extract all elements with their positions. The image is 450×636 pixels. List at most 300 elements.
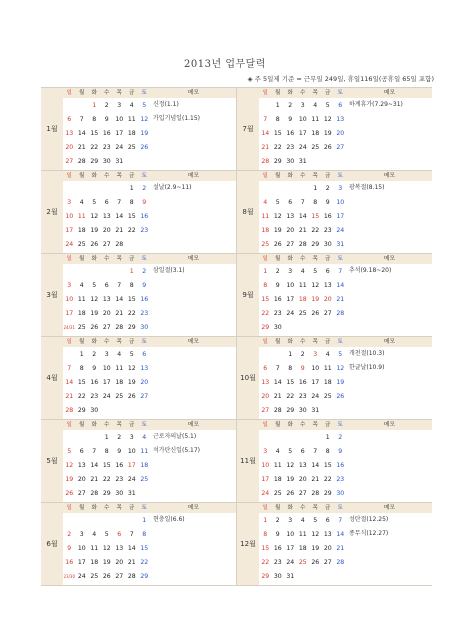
day-cell: 28	[127, 572, 136, 580]
day-cell: 27	[102, 240, 111, 248]
day-cell: 2	[67, 530, 72, 538]
weekday-label: 화	[287, 339, 293, 345]
day-cell: 2	[104, 101, 109, 109]
day-cell: 22	[90, 143, 99, 151]
day-cell: 24	[115, 143, 124, 151]
day-cell: 30	[323, 240, 332, 248]
day-cell: 25	[90, 572, 99, 580]
day-cell: 6	[288, 198, 293, 206]
day-cell: 19	[273, 226, 282, 234]
day-cell: 31	[127, 489, 136, 497]
day-cell: 3	[288, 516, 293, 524]
day-cell: 4	[263, 198, 268, 206]
month-label: 2월	[41, 171, 63, 253]
day-cell: 28	[115, 323, 124, 331]
day-cell: 16	[102, 129, 111, 137]
day-cell: 30	[115, 489, 124, 497]
memo-line	[151, 569, 236, 583]
weekday-label: 목	[116, 422, 122, 428]
day-cell: 20	[336, 129, 345, 137]
month-row	[41, 502, 432, 586]
memo-line	[151, 292, 236, 306]
day-cell: 24	[298, 143, 307, 151]
week-row	[63, 347, 151, 361]
month-block	[236, 503, 432, 585]
weekday-label: 화	[287, 90, 293, 96]
weekday-header	[63, 420, 151, 430]
day-cell: 27	[298, 489, 307, 497]
week-row	[259, 237, 347, 251]
memo-line	[347, 140, 432, 154]
day-cell: 7	[117, 198, 122, 206]
weekday-label: 화	[91, 339, 97, 345]
weekday-label: 토	[337, 90, 343, 96]
weekday-label: 금	[325, 173, 331, 179]
month-block	[236, 254, 432, 336]
day-cell: 26	[336, 392, 345, 400]
memo-header: 메모	[347, 171, 432, 181]
memo-header: 메모	[151, 337, 236, 347]
day-cell: 6	[300, 447, 305, 455]
day-cell: 26	[273, 240, 282, 248]
week-row	[259, 347, 347, 361]
weekday-label: 수	[300, 256, 306, 262]
day-cell: 13	[323, 281, 332, 289]
day-cell: 13	[115, 544, 124, 552]
weekday-label: 월	[79, 422, 85, 428]
day-cell: 27	[323, 309, 332, 317]
day-cell: 29	[77, 406, 86, 414]
month-calendar	[259, 503, 347, 585]
day-cell: 29	[261, 572, 270, 580]
weekday-label: 월	[275, 505, 281, 511]
memo-line	[151, 320, 236, 334]
week-row	[259, 223, 347, 237]
day-cell: 1	[263, 267, 268, 275]
month-block	[236, 337, 432, 419]
day-cell: 26	[90, 240, 99, 248]
week-row	[259, 195, 347, 209]
weekday-label: 수	[104, 90, 110, 96]
weekday-label: 목	[116, 505, 122, 511]
month-row	[41, 253, 432, 336]
day-cell: 12	[311, 281, 320, 289]
weekday-label: 금	[325, 339, 331, 345]
day-cell: 20	[298, 475, 307, 483]
day-cell: 24	[261, 489, 270, 497]
day-cell: 28	[311, 489, 320, 497]
weekday-label: 월	[79, 90, 85, 96]
weekday-label: 일	[262, 173, 268, 179]
day-cell: 14	[261, 129, 270, 137]
day-cell: 1	[129, 267, 134, 275]
day-cell: 3	[313, 350, 318, 358]
day-cell: 6	[142, 350, 147, 358]
day-cell: 20	[77, 475, 86, 483]
week-row	[259, 458, 347, 472]
week-row	[63, 140, 151, 154]
day-cell: 26	[323, 143, 332, 151]
day-cell: 12	[286, 461, 295, 469]
day-cell: 9	[67, 544, 72, 552]
month-calendar	[259, 171, 347, 253]
day-cell: 30	[273, 323, 282, 331]
day-cell: 19	[140, 129, 149, 137]
day-cell: 21	[273, 392, 282, 400]
day-cell: 23	[102, 143, 111, 151]
weekday-label: 토	[337, 173, 343, 179]
week-row	[63, 527, 151, 541]
weekday-label: 수	[104, 505, 110, 511]
day-cell: 9	[142, 198, 147, 206]
month-calendar	[63, 503, 151, 585]
weekday-label: 토	[337, 339, 343, 345]
month-row	[41, 170, 432, 253]
day-cell: 24/31	[63, 324, 76, 330]
weekday-label: 월	[275, 422, 281, 428]
week-row	[259, 375, 347, 389]
weekday-label: 월	[79, 173, 85, 179]
day-cell: 18	[90, 558, 99, 566]
memo-header: 메모	[151, 254, 236, 264]
day-cell: 12	[90, 212, 99, 220]
weekday-label: 일	[66, 505, 72, 511]
weekday-label: 토	[141, 173, 147, 179]
day-cell: 6	[325, 267, 330, 275]
day-cell: 9	[142, 281, 147, 289]
day-cell: 1	[313, 184, 318, 192]
day-cell: 20	[286, 226, 295, 234]
day-cell: 20	[115, 558, 124, 566]
month-row	[41, 336, 432, 419]
day-cell: 23	[273, 558, 282, 566]
day-cell: 10	[65, 212, 74, 220]
memo-line: 가입기념일(1.15)	[153, 115, 201, 122]
memo-line: 현충일(6.6)	[153, 516, 185, 523]
day-cell: 22	[77, 392, 86, 400]
weekday-label: 목	[116, 90, 122, 96]
memo-line	[347, 209, 432, 223]
day-cell: 9	[117, 447, 122, 455]
day-cell: 31	[286, 572, 295, 580]
weekday-label: 금	[129, 90, 135, 96]
memo-line: 근로자의날(5.1)	[153, 433, 197, 440]
month-calendar	[63, 254, 151, 336]
day-cell: 23	[140, 226, 149, 234]
weekday-label: 화	[287, 256, 293, 262]
weekday-label: 목	[312, 339, 318, 345]
day-cell: 30	[102, 157, 111, 165]
memo-column	[151, 88, 236, 170]
day-cell: 7	[129, 530, 134, 538]
day-cell: 14	[90, 461, 99, 469]
memo-line	[347, 403, 432, 417]
weekday-label: 수	[104, 256, 110, 262]
weekday-header	[259, 503, 347, 513]
day-cell: 29	[286, 406, 295, 414]
week-row	[63, 361, 151, 375]
week-row	[63, 278, 151, 292]
day-cell: 13	[102, 212, 111, 220]
day-cell: 3	[79, 530, 84, 538]
day-cell: 8	[313, 198, 318, 206]
day-cell: 21	[336, 544, 345, 552]
day-cell: 8	[79, 364, 84, 372]
day-cell: 28	[90, 489, 99, 497]
day-cell: 28	[115, 240, 124, 248]
weekday-label: 금	[325, 256, 331, 262]
day-cell: 7	[313, 447, 318, 455]
day-cell: 11	[261, 212, 270, 220]
weekday-label: 금	[129, 422, 135, 428]
day-cell: 22	[323, 475, 332, 483]
day-cell: 7	[79, 115, 84, 123]
day-cell: 21	[77, 143, 86, 151]
day-cell: 30	[298, 406, 307, 414]
day-cell: 11	[90, 544, 99, 552]
week-row	[63, 306, 151, 320]
day-cell: 18	[115, 378, 124, 386]
weekday-label: 화	[91, 256, 97, 262]
day-cell: 4	[325, 350, 330, 358]
weekday-label: 화	[91, 505, 97, 511]
week-row	[259, 181, 347, 195]
week-row	[63, 375, 151, 389]
day-cell: 10	[102, 364, 111, 372]
day-cell: 8	[288, 364, 293, 372]
memo-line	[151, 555, 236, 569]
day-cell: 29	[127, 323, 136, 331]
month-calendar	[63, 420, 151, 502]
memo-line	[347, 126, 432, 140]
day-cell: 25	[261, 240, 270, 248]
weekday-header	[63, 88, 151, 98]
day-cell: 3	[129, 433, 134, 441]
day-cell: 4	[129, 101, 134, 109]
day-cell: 5	[325, 101, 330, 109]
day-cell: 27	[286, 240, 295, 248]
weekday-label: 금	[325, 90, 331, 96]
day-cell: 9	[325, 198, 330, 206]
day-cell: 2	[142, 184, 147, 192]
day-cell: 1	[288, 350, 293, 358]
memo-line	[151, 278, 236, 292]
day-cell: 6	[104, 198, 109, 206]
memo-line	[151, 361, 236, 375]
day-cell: 29	[323, 489, 332, 497]
month-calendar	[63, 337, 151, 419]
memo-line: 개천절(10.3)	[349, 350, 385, 357]
day-cell: 8	[142, 530, 147, 538]
day-cell: 23	[286, 143, 295, 151]
day-cell: 5	[92, 281, 97, 289]
day-cell: 5	[142, 101, 147, 109]
weekday-label: 일	[262, 505, 268, 511]
memo-header: 메모	[347, 503, 432, 513]
day-cell: 30	[286, 157, 295, 165]
week-row	[259, 112, 347, 126]
weekday-label: 월	[79, 339, 85, 345]
memo-line: 설날(2.9~11)	[153, 184, 192, 191]
memo-header: 메모	[151, 88, 236, 98]
week-row	[259, 278, 347, 292]
day-cell: 23	[273, 309, 282, 317]
weekday-header	[63, 503, 151, 513]
day-cell: 26	[102, 572, 111, 580]
weekday-label: 월	[275, 256, 281, 262]
memo-line	[347, 195, 432, 209]
week-row	[63, 223, 151, 237]
day-cell: 5	[338, 350, 343, 358]
day-cell: 25	[273, 489, 282, 497]
day-cell: 10	[311, 364, 320, 372]
month-row	[41, 87, 432, 170]
day-cell: 24	[286, 309, 295, 317]
day-cell: 11	[127, 115, 136, 123]
week-row	[63, 458, 151, 472]
day-cell: 14	[298, 212, 307, 220]
day-cell: 25	[323, 392, 332, 400]
day-cell: 2	[325, 184, 330, 192]
month-label: 10월	[237, 337, 259, 419]
day-cell: 10	[286, 281, 295, 289]
memo-line	[347, 430, 432, 444]
weekday-header	[259, 337, 347, 347]
memo-line	[151, 527, 236, 541]
week-row	[259, 555, 347, 569]
day-cell: 21	[261, 143, 270, 151]
day-cell: 4	[92, 530, 97, 538]
day-cell: 17	[311, 378, 320, 386]
day-cell: 13	[65, 129, 74, 137]
day-cell: 24	[286, 558, 295, 566]
weekday-label: 토	[141, 256, 147, 262]
week-row	[63, 513, 151, 527]
memo-line: 추석(9.18~20)	[349, 267, 392, 274]
day-cell: 26	[140, 143, 149, 151]
day-cell: 15	[77, 378, 86, 386]
day-cell: 5	[92, 198, 97, 206]
day-cell: 18	[127, 129, 136, 137]
day-cell: 13	[323, 530, 332, 538]
day-cell: 25	[115, 392, 124, 400]
weekday-label: 토	[337, 422, 343, 428]
day-cell: 7	[338, 516, 343, 524]
memo-line	[151, 403, 236, 417]
day-cell: 2	[300, 350, 305, 358]
week-row	[259, 472, 347, 486]
week-row	[259, 264, 347, 278]
day-cell: 31	[311, 406, 320, 414]
day-cell: 11	[77, 212, 86, 220]
memo-column	[347, 503, 432, 585]
memo-line	[151, 375, 236, 389]
memo-line	[151, 154, 236, 168]
day-cell: 13	[286, 212, 295, 220]
day-cell: 4	[79, 281, 84, 289]
memo-line	[347, 555, 432, 569]
weekday-label: 토	[337, 505, 343, 511]
day-cell: 9	[275, 530, 280, 538]
day-cell: 7	[263, 115, 268, 123]
day-cell: 19	[311, 544, 320, 552]
day-cell: 12	[323, 115, 332, 123]
memo-line	[151, 126, 236, 140]
day-cell: 2	[275, 516, 280, 524]
memo-line: 종무식(12.27)	[349, 530, 389, 537]
day-cell: 25	[311, 143, 320, 151]
day-cell: 4	[300, 516, 305, 524]
day-cell: 18	[77, 226, 86, 234]
weekday-label: 수	[104, 173, 110, 179]
day-cell: 3	[117, 101, 122, 109]
day-cell: 17	[336, 212, 345, 220]
week-row	[259, 486, 347, 500]
month-label: 11월	[237, 420, 259, 502]
day-cell: 15	[323, 461, 332, 469]
day-cell: 14	[127, 544, 136, 552]
day-cell: 30	[140, 323, 149, 331]
day-cell: 18	[77, 309, 86, 317]
day-cell: 26	[311, 309, 320, 317]
day-cell: 6	[263, 364, 268, 372]
weekday-label: 화	[287, 173, 293, 179]
day-cell: 11	[298, 281, 307, 289]
month-label: 1월	[41, 88, 63, 170]
weekday-label: 일	[66, 422, 72, 428]
day-cell: 10	[298, 115, 307, 123]
week-row	[63, 403, 151, 417]
month-calendar	[63, 171, 151, 253]
memo-column	[347, 88, 432, 170]
day-cell: 7	[275, 364, 280, 372]
weekday-label: 수	[300, 422, 306, 428]
memo-line	[151, 140, 236, 154]
month-block	[236, 420, 432, 502]
day-cell: 1	[79, 350, 84, 358]
day-cell: 5	[288, 447, 293, 455]
day-cell: 3	[288, 267, 293, 275]
week-row	[259, 320, 347, 334]
day-cell: 20	[140, 378, 149, 386]
day-cell: 11	[115, 364, 124, 372]
weekday-header	[259, 171, 347, 181]
day-cell: 28	[261, 157, 270, 165]
day-cell: 26	[286, 489, 295, 497]
day-cell: 27	[65, 157, 74, 165]
memo-line	[151, 347, 236, 361]
day-cell: 31	[298, 157, 307, 165]
memo-line	[347, 112, 432, 126]
day-cell: 28	[77, 157, 86, 165]
day-cell: 11	[311, 115, 320, 123]
month-block	[41, 171, 236, 253]
day-cell: 22	[273, 143, 282, 151]
month-block	[41, 337, 236, 419]
day-cell: 18	[298, 295, 307, 303]
day-cell: 20	[65, 143, 74, 151]
memo-line: 성탄절(12.25)	[349, 516, 389, 523]
weekday-label: 금	[129, 505, 135, 511]
day-cell: 21	[90, 475, 99, 483]
day-cell: 19	[286, 475, 295, 483]
memo-line	[347, 154, 432, 168]
day-cell: 22	[127, 226, 136, 234]
week-row	[259, 126, 347, 140]
day-cell: 25	[298, 309, 307, 317]
day-cell: 9	[338, 447, 343, 455]
memo-header: 메모	[151, 171, 236, 181]
